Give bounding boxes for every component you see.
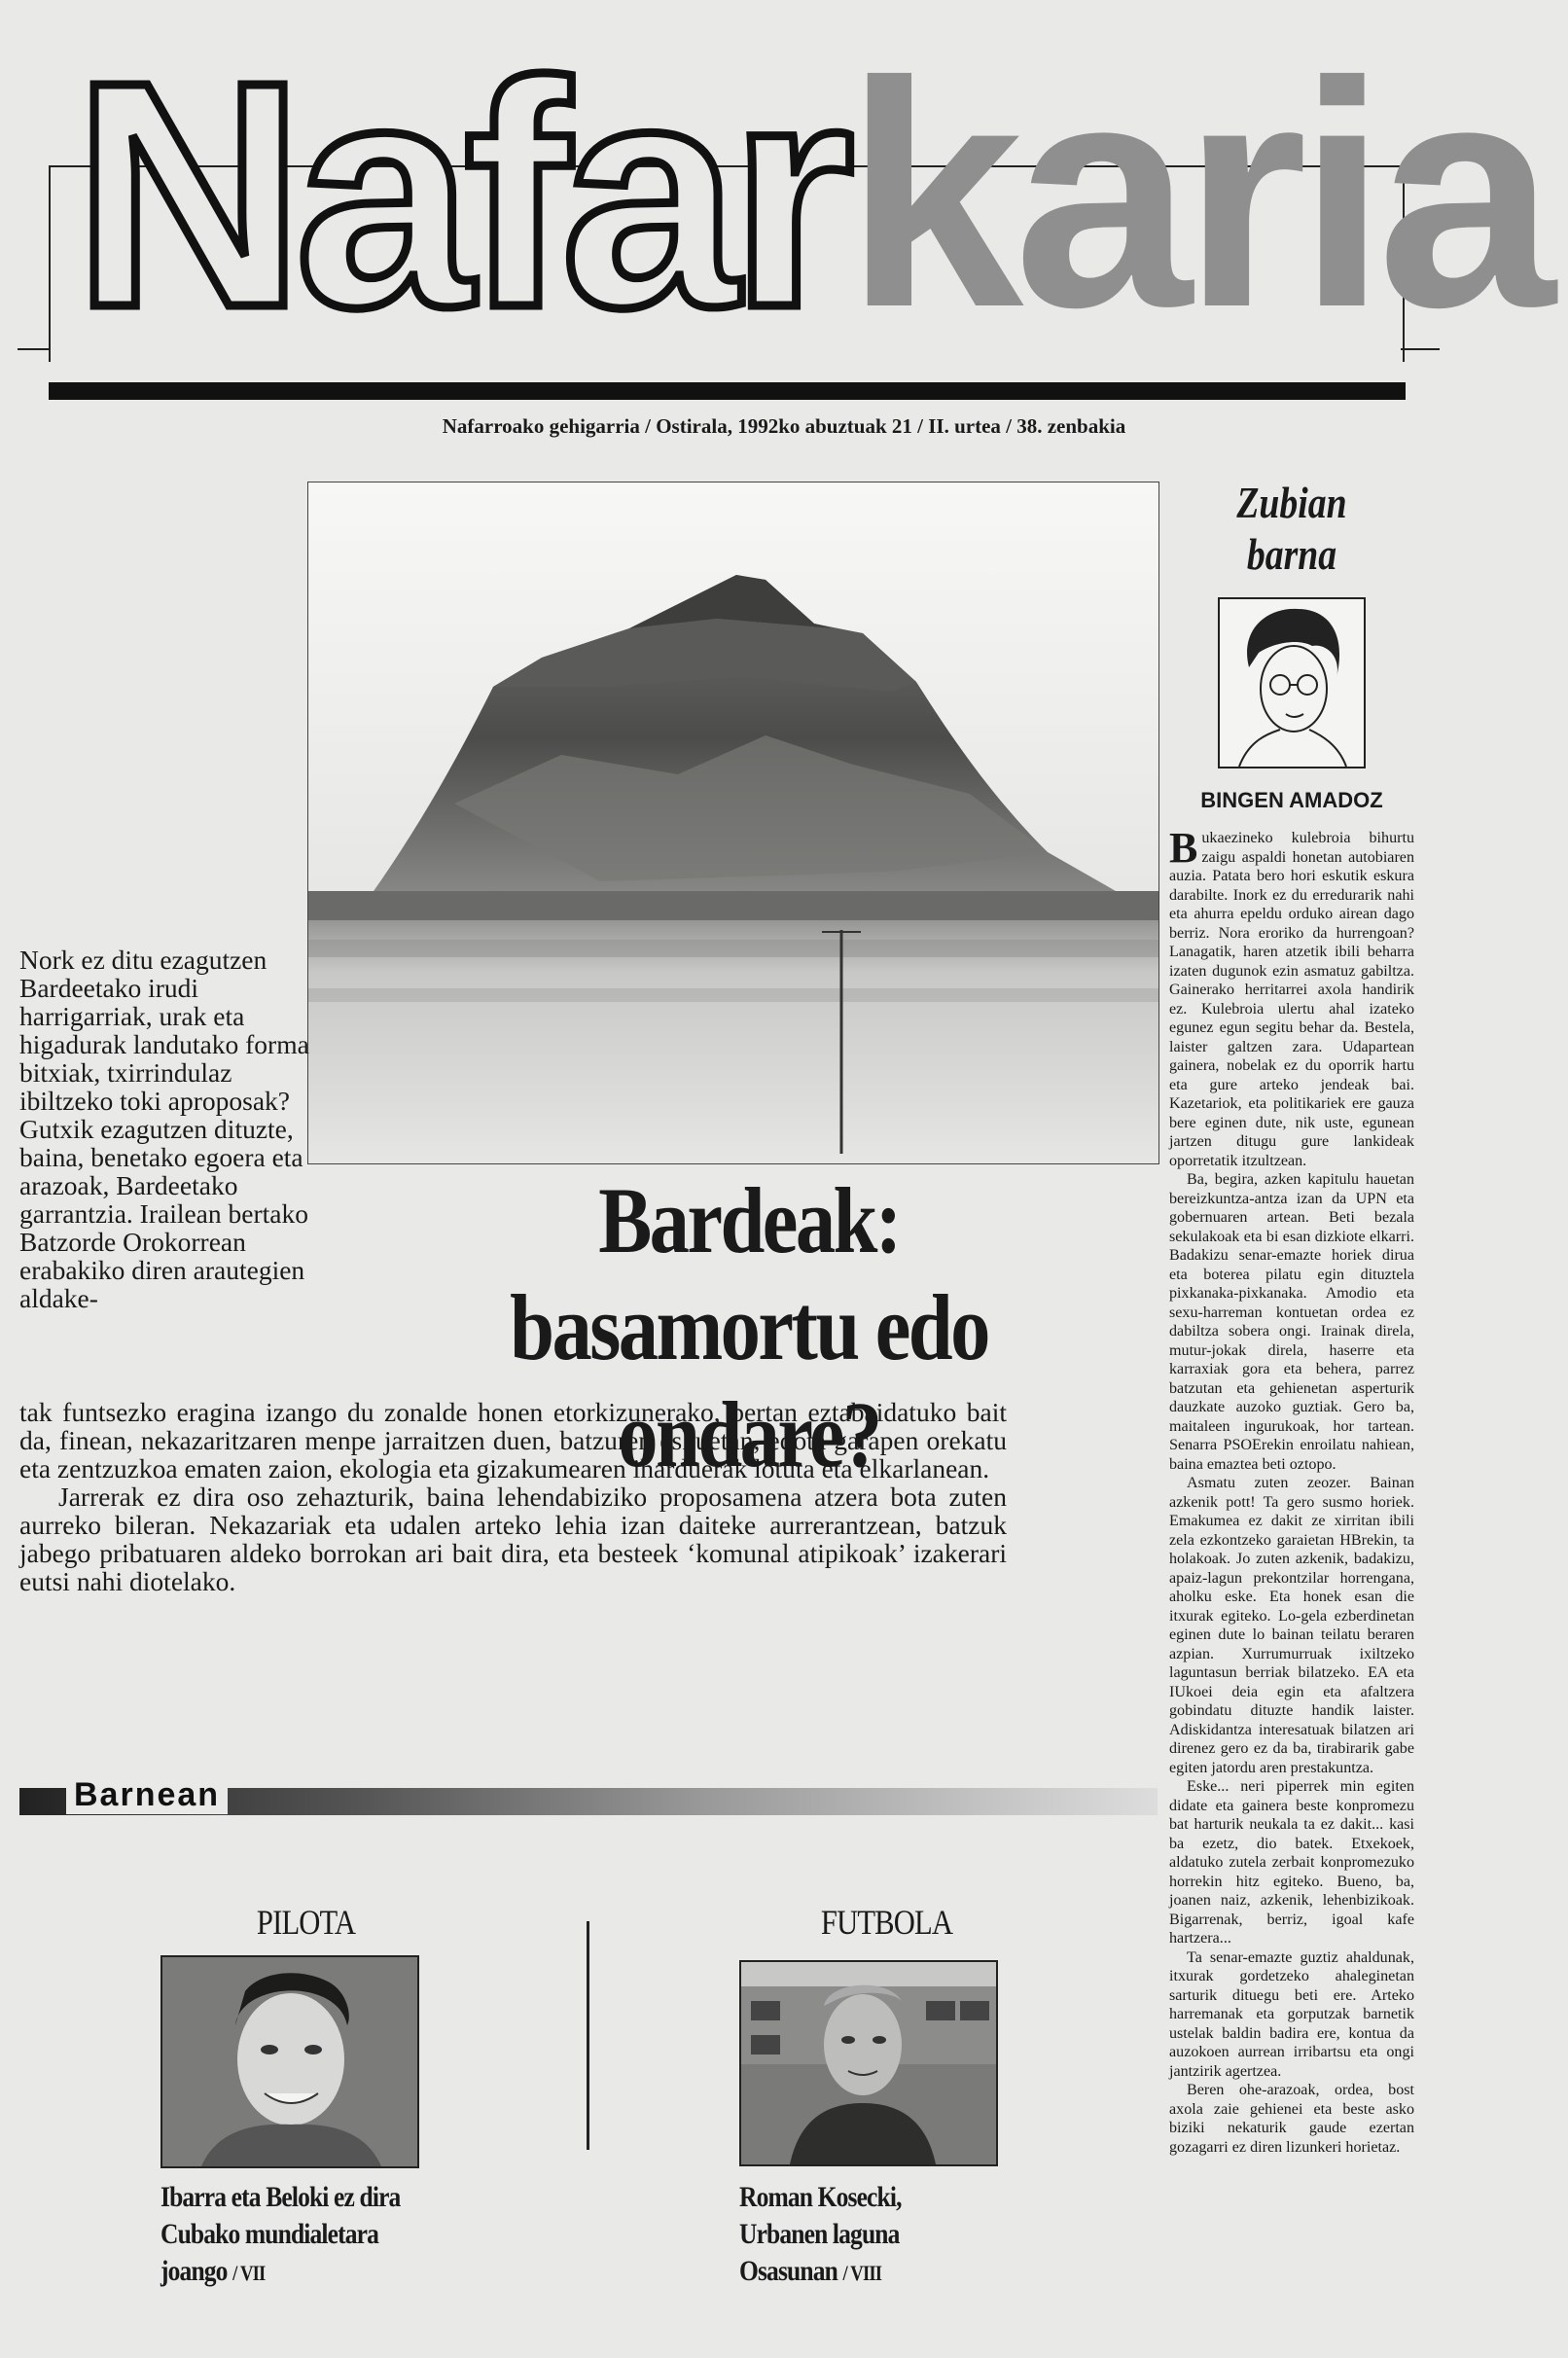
column-paragraph-6: Beren ohe-arazoak, ordea, bost axola zaie gehienei eta beste asko biziki nekaturik gaude ezertan gozagarri ez diren lizunkeri horietaz. [1169,2082,1414,2156]
column-paragraph-1-text: ukaezineko kulebroia bihurtu zaigu aspaldi honetan autobiaren auzia. Patata bero hori eskutik eskura darabilte. Inork ez du erredurarik nahi eta ahurra epeldu orduko airean dago berriz. Nora eroriko da hurrengoan? Lanagatik, haren atzetik ibili beharra izaten dugunok ezin asmatuz gabiltza. Gainerako herritarrei axola handirik ez. Kulebroia ulertu ahal izateko egunez egun segitu behar da. Bestela, laister galtzen zara. Udapartean gainera, nobelak ez du oporrik hartu eta gure arteko jendeak bai. Kazetariok, eta politikariek ere gauza bere eginen dute, nik uste, egunean jartzen ditugu gure lankideak oporretatik itzultzean. [1169,830,1414,1169]
player-photo [741,1962,996,2164]
column-body [1169,824,1414,2157]
masthead-rule-left [18,348,51,350]
teaser-line-text: joango [160,2255,228,2287]
masthead-title-part1: Nafar [73,15,845,374]
headline-line1: Bardeak: [598,1168,900,1272]
inside-section-label: Barnean [66,1776,228,1814]
teaser-page-ref: / VII [232,2261,266,2285]
teaser-line-last [160,2253,508,2292]
teaser-section-pilota: PILOTA [256,1903,356,1942]
author-portrait [1218,597,1366,768]
teaser-line: Ibarra eta Beloki ez dira [160,2181,401,2213]
masthead-title [73,15,1547,374]
teaser-line: Urbanen laguna [739,2218,900,2250]
teaser-divider [587,1921,589,2150]
lead-intro-narrow [19,946,311,1312]
column-paragraph-3: Asmatu zuten zeozer. Bainan azkenik pott! Ta gero susmo horiek. Emakumea ez dakit ze xirritan ibili zela ezkontzeko garaietan HBrekin, ta holakoak. Jo zuten azkenik, badakizu, apaiz-lagun prekontzilar horrengana, aholku eske. Eta honek esan die itxurak egiteko. Lo-gela ezberdinetan eginen dute lo bainan teilatu beraren azpian. Xurrumurruak ixiltzeko laguntasun berriak bilatzeko. EA eta IUkoei deia egin eta afaltzera gobindatu dituzte handik laister. Adiskidantza interesatuak bilatzen ari direnez gero ez da ba, tirabirarik gabe egiten jatordu aren prestakuntza. [1169,1475,1414,1776]
column-paragraph-4: Eske... neri piperrek min egiten didate eta gainera beste konpromezu bat harturik neukala ta ez dakit... kasi ba ezetz, dio batek. Etxekoek, aldatuko zutela zerbait konpromezuko horrekin hitz egiteko. Bueno, ba, joanen naiz, azkenik, lehenbizikoak. Bigarrenak, berriz, igoal kafe hartzera... [1169,1778,1414,1947]
lead-photo [307,482,1159,1164]
teaser-photo-futbola[interactable] [739,1960,998,2166]
teaser-line: Cubako mundialetara [160,2218,379,2250]
masthead-subtitle: Nafarroako gehigarria / Ostirala, 1992ko abuztuak 21 / II. urtea / 38. zenbakia [442,414,1126,438]
column-paragraph-5: Ta senar-emazte guztiz ahaldunak, itxurak gordetzeko ahaleginetan sarturik dituegu beti ere. Arteko harremanak eta gorputzak barnetik ustelak baldin badira ere, kontua da auzokoen aurrean irribartsu eta ongi jantzirik agertzea. [1169,1948,1414,2080]
opinion-column [1169,477,1414,2157]
lead-intro-text: Nork ez ditu ezagutzen Bardeetako irudi harrigarriak, urak eta higadurak landutako forma bitxiak, txirrindulaz ibiltzeko toki aproposak? Gutxik ezagutzen dituzte, baina, benetako egoera eta arazoak, Bardeetako garrantzia. Irailean bertako Batzorde Orokorrean erabakiko diren arautegien aldake- [19,945,309,1313]
portrait-drawing [1220,599,1364,767]
masthead-bar [49,382,1406,400]
column-paragraph-2: Ba, begira, azken kapitulu hauetan bereizkuntza-antza izan da UPN eta gobernuaren artean. Beti bezala sekulakoak eta bi esan dizkiote elkarri. Badakizu senar-emazte horiek dirua eta boterea pilatu egin dituztela pixkanaka-pixkanaka. Amodio eta sexu-harreman kontuetan ordea ez dabiltza sobera ongi. Irainak direla, mutur-jokak direla, haserre eta karraxiak gora eta behera, parrez batzutan eta gehienetan asperturik dauzkate auzoko guztiak. Gero ba, maitaleen ingurukoak, hor tartean. Senarra PSOErekin enroilatu nahiean, baina emaztea beti oztopo. [1169,1171,1414,1473]
player-photo [162,1957,417,2166]
headline-line2: basamortu edo ondare? [510,1275,988,1486]
teaser-section-futbola: FUTBOLA [820,1903,953,1942]
landscape-image [308,482,1158,1163]
teaser-photo-pilota[interactable] [160,1955,419,2168]
teaser-line-last [739,2253,987,2292]
column-title: Zubian barna [1236,478,1347,579]
column-author: BINGEN AMADOZ [1200,788,1383,812]
lead-intro-wide [19,1398,1007,1595]
teaser-line-text: Osasunan [739,2255,837,2287]
teaser-headline-futbola[interactable] [739,2179,987,2292]
masthead-title-part2: karia [844,15,1547,374]
lead-paragraph-2: Jarrerak ez dira oso zehazturik, baina lehendabiziko proposamena atzera bota zuten aurreko bileran. Nekazariak eta udalen arteko lehia izan daiteke aurrerantzean, batzuk jabego pribatuaren aldeko borrokan ari bait dira, eta besteek ‘komunal atipikoak’ izakerari eutsi nahi diotelako. [19,1482,1007,1596]
teaser-line: Roman Kosecki, [739,2181,902,2213]
column-paragraph-1 [1169,824,1414,1170]
teaser-page-ref: / VIII [842,2261,882,2285]
lead-intro-continuation: tak funtsezko eragina izango du zonalde honen etorkizunerako, bertan eztabaidatuko bait da, finean, nekazaritzaren menpe jarraitzen duen, batzuren eskuetan, edota garapen orekatu eta zentzuzkoa ematen zaion, ekologia eta gizakumearen iharduerak lotuta eta elkarlanean. [19,1397,1007,1483]
dropcap: B [1169,824,1198,872]
teaser-headline-pilota[interactable] [160,2179,508,2292]
